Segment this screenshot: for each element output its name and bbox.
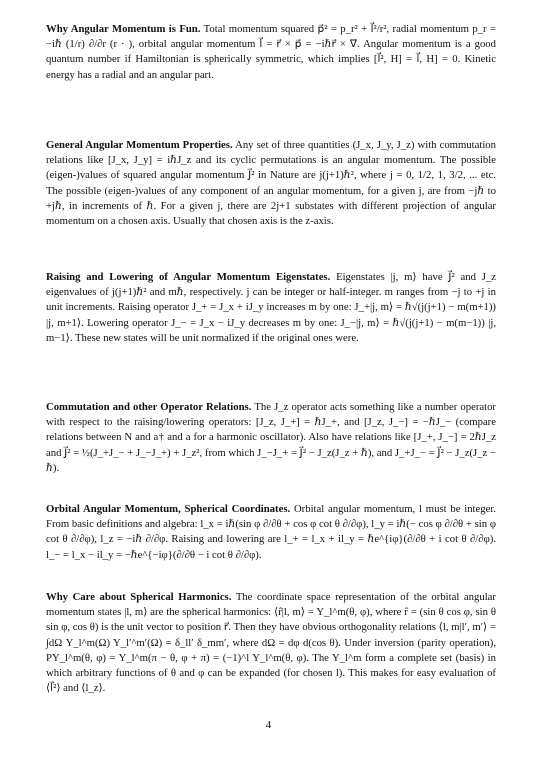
- section-body: Eigenstates |j, m⟩ have J⃗² and J_z eigenvalues of j(j+1)ℏ² and mℏ, respectively. j can be integer or half-integer. m ranges from −j to +j in unit increments. Raising operator J_+ = J_x + iJ_y increases m by one: J_+|j, m⟩ = ℏ√(j(j+1) − m(m+1)) |j, m+1⟩. Lowering operator J_− = J_x − iJ_y decreases m by one: J_−|j, m⟩ = ℏ√(j(j+1) − m(m−1)) |j, m−1⟩. These new states will be unit normalized if the original ones were.: [46, 271, 496, 344]
- section-body: The coordinate space representation of the orbital angular momentum states |l, m⟩ are the spherical harmonics: ⟨r̂|l, m⟩ = Y_l^m(θ, φ), where r̂ = (sin θ cos φ, sin θ sin φ, cos θ) is the unit vector to position r⃗. Then they have obvious orthogonality relations ⟨l, m|l′, m′⟩ = ∫dΩ Y_l^m(Ω) Y_l′^m′(Ω) = δ_ll′ δ_mm′, where dΩ = dφ d(cos θ). Under inversion (parity operation), PY_l^m(θ, φ) = Y_l^m(π − θ, φ + π) = (−1)^l Y_l^m(θ, φ). The Y_l^m form a complete set (basis) in which arbitrary functions of θ and φ can be expanded (for chosen l). This makes for easy evaluation of ⟨l⃗²⟩ and ⟨l_z⟩.: [46, 591, 496, 695]
- section-heading: Why Care about Spherical Harmonics.: [46, 591, 232, 603]
- page-number: 4: [265, 719, 272, 731]
- section-spherical-harmonics: [46, 590, 496, 696]
- section-commutation-relations: [46, 400, 496, 476]
- section-raising-lowering: [46, 270, 496, 346]
- section-body: Orbital angular momentum, l must be integer. From basic definitions and algebra: l_x = iℏ(sin φ ∂/∂θ + cos φ cot θ ∂/∂φ), l_y = iℏ(− cos φ ∂/∂θ + sin φ cot θ ∂/∂φ), l_z = −iℏ ∂/∂φ. Raising and lowering are l_+ = l_x + il_y = ℏe^{iφ}(∂/∂θ + i cot θ ∂/∂φ). l_− = l_x − il_y = −ℏe^{−iφ}(∂/∂θ − i cot θ ∂/∂φ).: [46, 503, 496, 561]
- section-heading: Raising and Lowering of Angular Momentum Eigenstates.: [46, 271, 331, 283]
- section-general-properties: [46, 138, 496, 229]
- section-body: The J_z operator acts something like a number operator with respect to the raising/lowering operators: [J_z, J_+] = ℏJ_+, and [J_z, J_−] = −ℏJ_− (compare relations between N and a† and a for a harmonic oscillator). Also have relations like [J_+, J_−] = 2ℏJ_z and J⃗² = ½(J_+J_− + J_−J_+) + J_z², from which J_−J_+ = J⃗² − J_z(J_z + ℏ), and J_+J_− = J⃗² − J_z(J_z − ℏ).: [46, 401, 496, 474]
- section-heading: Why Angular Momentum is Fun.: [46, 23, 201, 35]
- section-body: Any set of three quantities (J_x, J_y, J_z) with commutation relations like [J_x, J_y] = iℏJ_z and its cyclic permutations is an angular momentum. The possible (eigen-)values of squared angular momentum J⃗² in Nature are j(j+1)ℏ², where j = 0, 1/2, 1, 3/2, ... etc. The possible (eigen-)values of any component of an angular momentum, for a given j, are from −jℏ to +jℏ, in increments of ℏ. For a given j, there are 2j+1 substates with different projection of angular momentum on a chosen axis. Usually that chosen axis is the z-axis.: [46, 139, 496, 228]
- section-heading: Commutation and other Operator Relations.: [46, 401, 252, 413]
- section-angular-momentum-fun: [46, 22, 496, 83]
- section-body: Total momentum squared p⃗² = p_r² + l⃗²/r², radial momentum p_r = −iℏ (1/r) ∂/∂r (r · ), orbital angular momentum l⃗ = r⃗ × p⃗ = −iℏr⃗ × ∇⃗. Angular momentum is a good quantum number if Hamiltonian is spherically symmetric, which implies [l⃗², H] = l⃗, H] = 0. Kinetic energy has a radial and an angular part.: [46, 23, 496, 81]
- section-heading: General Angular Momentum Properties.: [46, 139, 233, 151]
- section-heading: Orbital Angular Momentum, Spherical Coordinates.: [46, 503, 291, 515]
- section-orbital-angular-momentum: [46, 502, 496, 563]
